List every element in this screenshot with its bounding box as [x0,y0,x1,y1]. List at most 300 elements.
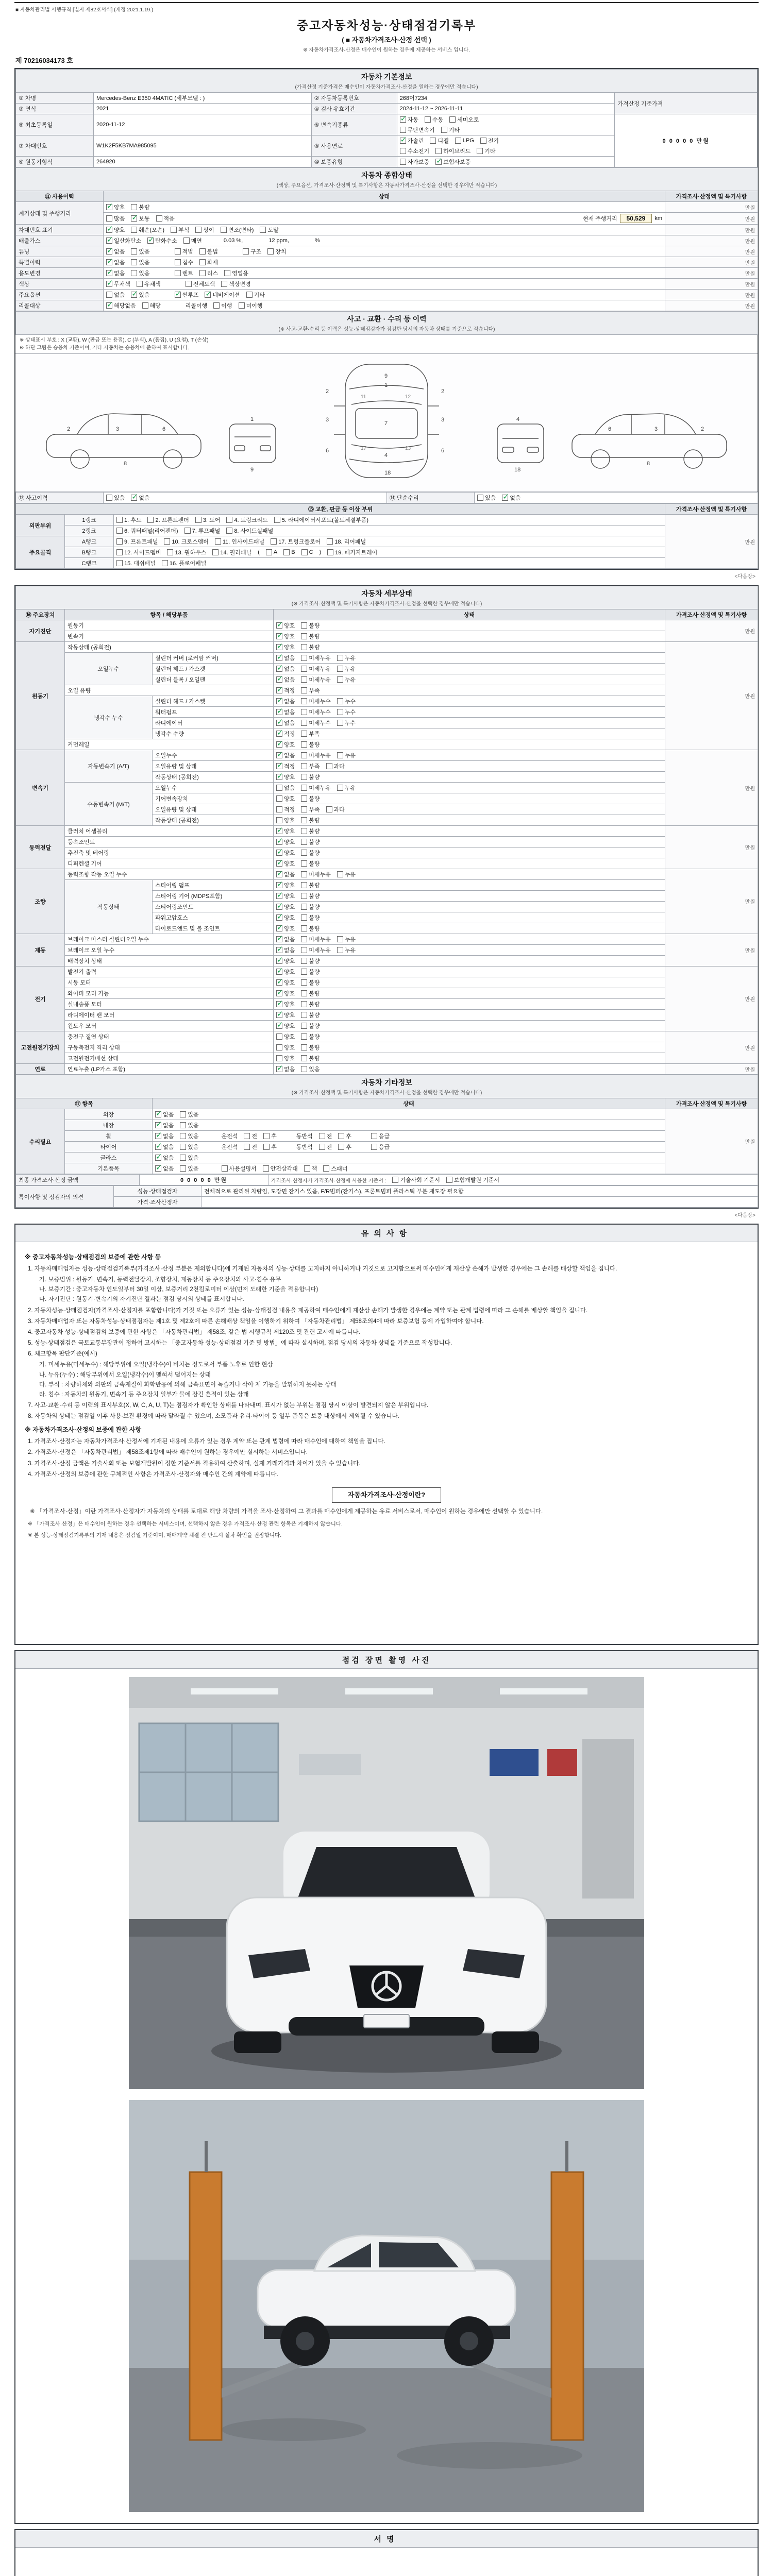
checkbox-option[interactable] [276,1032,295,1041]
etc-info-table [15,1075,758,1174]
checkbox-label: A [273,549,278,555]
detail-status-table [15,586,758,1075]
checkbox-option[interactable] [337,946,356,954]
checkbox-label: 보험사보증 [443,159,471,165]
checkbox-label: 응급 [378,1144,390,1150]
checkbox-option[interactable] [327,548,377,556]
item-cell [65,945,274,956]
checkbox-option[interactable] [147,236,177,245]
checkbox-checked-icon [155,1133,161,1139]
checkbox-option[interactable] [301,892,320,900]
checkbox-option[interactable] [142,301,161,310]
checkbox-option[interactable] [301,675,331,684]
checkbox-icon [222,1165,228,1172]
checkbox-option[interactable] [199,269,218,277]
checkbox-label: 양호 [284,861,295,867]
checkbox-option[interactable] [337,870,356,878]
checkbox-icon [156,215,162,222]
checkbox-option[interactable] [276,827,295,835]
state-cell [274,685,665,696]
text: 작동상태 [97,904,120,910]
checkbox-option[interactable] [260,226,278,234]
checkbox-option[interactable] [400,115,418,124]
checkbox-option[interactable] [400,158,430,166]
checkbox-option[interactable] [430,137,448,145]
checkbox-option[interactable] [276,1000,295,1008]
checkbox-option[interactable] [212,548,251,556]
checkbox-option[interactable] [338,1143,351,1151]
checkbox-option[interactable] [106,301,136,310]
text: 만원 [745,205,755,211]
checkbox-option[interactable] [274,516,368,524]
checkbox-option[interactable] [301,1054,320,1062]
checkbox-option[interactable] [186,280,215,288]
checkbox-option[interactable] [301,730,320,738]
checkbox-option[interactable] [171,226,189,234]
text: ⑬ 사고이력 [19,495,48,501]
checkbox-option[interactable] [276,1054,295,1062]
table-row [16,300,758,311]
checkbox-option[interactable] [276,621,295,630]
checkbox-option[interactable] [301,859,320,868]
checkbox-option[interactable] [276,773,295,781]
checkbox-option[interactable] [131,226,164,234]
checkbox-option[interactable] [337,719,356,727]
checkbox-option[interactable] [276,957,295,965]
checkbox-option[interactable] [301,903,320,911]
checkbox-option[interactable] [116,548,161,556]
checkbox-option[interactable] [276,794,295,803]
table-row [16,1120,758,1131]
checkbox-option[interactable] [301,762,320,770]
checkbox-option[interactable] [276,730,295,738]
checkbox-option[interactable] [243,247,261,256]
checkbox-option[interactable] [283,549,295,555]
checkbox-option[interactable] [155,1143,174,1151]
checkbox-option[interactable] [276,870,295,878]
state-cell [274,815,665,826]
checkbox-option[interactable] [301,654,331,662]
text: 고전원전기배선 상태 [68,1056,119,1062]
table-row [16,1042,758,1053]
row-label [16,268,104,279]
checkbox-label: 있음 [188,1166,199,1172]
item-cell [65,1064,274,1075]
checkbox-option[interactable] [477,494,496,502]
checkbox-option[interactable] [301,989,320,997]
checkbox-option[interactable] [246,291,265,299]
checkbox-option[interactable] [175,291,199,299]
checkbox-option[interactable] [106,236,141,245]
checkbox-option[interactable] [301,881,320,889]
checkbox-option[interactable] [226,516,267,524]
checkbox-option[interactable] [301,870,331,878]
checkbox-option[interactable] [276,849,295,857]
table-row [16,93,758,104]
checkbox-option[interactable] [276,881,295,889]
table-row [16,956,758,967]
checkbox-option[interactable] [155,1121,174,1129]
final-price-table [15,1174,758,1185]
text: 가격조사·산정액 및 특기사항 [676,194,747,200]
checkbox-option[interactable] [276,1022,295,1030]
checkbox-option[interactable] [337,665,356,673]
checkbox-option[interactable] [455,138,474,144]
checkbox-option[interactable] [477,147,495,155]
checkbox-option[interactable] [276,859,295,868]
state-cell [397,135,615,157]
checkbox-option[interactable] [106,226,125,234]
state-cell [274,1053,665,1064]
checkbox-option[interactable] [276,935,295,943]
checkbox-option[interactable] [449,115,479,124]
checkbox-icon [226,517,232,523]
checkbox-label: 일산화탄소 [114,238,142,244]
checkbox-option[interactable] [131,203,149,211]
checkbox-option[interactable] [183,236,202,245]
checkbox-label: 있음 [188,1123,199,1129]
checkbox-icon [301,666,307,672]
text: 현재 주행거리 [582,216,617,222]
checkbox-option[interactable] [276,686,295,694]
checkbox-option[interactable] [175,269,193,277]
table-row [16,1010,758,1021]
checkbox-option[interactable] [276,805,295,814]
checkbox-option[interactable] [276,989,295,997]
checkbox-option[interactable] [131,494,149,502]
price-survey-select-option[interactable]: ( ■ 자동차가격조사·산정 선택 ) [342,36,431,44]
checkbox-label: 썬루프 [182,292,199,298]
checkbox-option[interactable] [301,643,320,651]
checkbox-option[interactable] [276,740,295,749]
checkbox-option[interactable] [175,247,193,256]
checkbox-label: 양호 [284,645,295,651]
notice-subitem: 다. 자기진단 : 원동기·변속기의 자기진단 결과는 점검 당시의 상태를 표시합니다. [39,1296,244,1303]
checkbox-option[interactable] [162,559,206,567]
text: 오일누수 [155,753,177,759]
checkbox-label: 리스 [207,270,219,277]
checkbox-option[interactable] [301,827,320,835]
checkbox-option[interactable] [116,516,141,524]
text: 자동변속기 (A/T) [88,764,129,770]
item-cell [153,728,274,739]
text: 추진축 및 베어링 [68,850,109,856]
next-page-marker: <다음장> [734,574,755,580]
checkbox-option[interactable] [106,203,125,211]
checkbox-option[interactable] [301,805,320,814]
checkbox-option[interactable] [301,849,320,857]
checkbox-option[interactable] [337,675,356,684]
checkbox-option[interactable] [276,697,295,705]
checkbox-option[interactable] [213,301,232,310]
item-cell [65,1031,274,1042]
checkbox-option[interactable] [301,751,331,759]
checkbox-option[interactable] [301,1011,320,1019]
checkbox-option[interactable] [400,137,424,145]
state-cell [475,493,758,503]
checkbox-option[interactable] [392,1176,440,1184]
checkbox-option[interactable] [131,258,149,266]
checkbox-option[interactable] [301,740,320,749]
checkbox-option[interactable] [116,537,158,546]
checkbox-option[interactable] [276,784,295,792]
checkbox-label: 있음 [139,260,150,266]
checkbox-option[interactable] [180,1110,198,1118]
checkbox-option[interactable] [276,751,295,759]
photo-vehicle-on-lift [129,2100,644,2515]
checkbox-option[interactable] [276,643,295,651]
checkbox-option[interactable] [167,548,206,556]
checkbox-option[interactable] [276,838,295,846]
checkbox-option[interactable] [263,1164,298,1173]
checkbox-option[interactable] [155,1132,174,1140]
checkbox-option[interactable] [180,1132,198,1140]
checkbox-option[interactable] [155,1164,174,1173]
checkbox-option[interactable] [371,1132,390,1140]
notice-body [15,1242,758,1644]
checkbox-option[interactable] [301,946,331,954]
checkbox-option[interactable] [226,527,273,535]
checkbox-icon [175,248,181,255]
checkbox-option[interactable] [301,935,331,943]
checkbox-option[interactable] [301,686,320,694]
checkbox-option[interactable] [301,968,320,976]
checkbox-option[interactable] [276,946,295,954]
checkbox-option[interactable] [323,1164,347,1173]
checkbox-option[interactable] [276,903,295,911]
checkbox-option[interactable] [301,838,320,846]
checkbox-option[interactable] [221,226,254,234]
text: 운전석 [221,1133,238,1140]
item-cell [65,1010,274,1021]
checkbox-option[interactable] [304,1164,317,1173]
checkbox-option[interactable] [301,1000,320,1008]
checkbox-option[interactable] [301,719,331,727]
checkbox-label: 후 [346,1144,351,1150]
checkbox-label: 양호 [114,205,125,211]
price-survey-definition-title: 자동차가격조사·산정이란? [332,1487,441,1503]
column-header [665,1098,758,1109]
checkbox-option[interactable] [276,816,295,824]
checkbox-option[interactable] [337,784,356,792]
checkbox-option[interactable] [263,1132,277,1140]
checkbox-option[interactable] [276,665,295,673]
checkbox-option[interactable] [338,1132,351,1140]
text: 항목 / 해당부품 [150,612,188,618]
checkbox-label: 누유 [344,785,356,791]
checkbox-option[interactable] [502,494,520,502]
checkbox-option[interactable] [301,1043,320,1052]
checkbox-option[interactable] [276,708,295,716]
checkbox-option[interactable] [441,126,460,134]
checkbox-option[interactable] [337,697,356,705]
checkbox-option[interactable] [276,654,295,662]
text: 만원 [745,228,755,234]
checkbox-option[interactable] [184,527,221,535]
checkbox-option[interactable] [337,935,356,943]
checkbox-option[interactable] [301,794,320,803]
checkbox-option[interactable] [195,516,220,524]
checkbox-option[interactable] [276,892,295,900]
checkbox-option[interactable] [131,269,149,277]
checkbox-option[interactable] [239,301,263,310]
checkbox-label: 불량 [309,828,320,835]
sub-label [65,1120,153,1131]
checkbox-option[interactable] [106,258,125,266]
item-cell [153,718,274,728]
checkbox-option[interactable] [301,913,320,922]
checkbox-option[interactable] [180,1121,198,1129]
row-label [16,493,104,503]
checkbox-option[interactable] [425,115,443,124]
checkbox-option[interactable] [301,665,331,673]
accident-history-table [15,492,758,503]
svg-text:4: 4 [384,452,388,459]
checkbox-checked-icon [400,116,406,123]
checkbox-option[interactable] [326,805,345,814]
text: 스티어링 펌프 [155,883,190,889]
checkbox-option[interactable] [435,147,470,155]
checkbox-option[interactable] [337,708,356,716]
checkbox-option[interactable] [215,537,264,546]
checkbox-option[interactable] [116,559,156,567]
checkbox-option[interactable] [301,1032,320,1041]
checkbox-icon [425,116,431,123]
checkbox-option[interactable] [435,158,470,166]
state-cell [274,869,665,880]
checkbox-option[interactable] [276,913,295,922]
checkbox-option[interactable] [276,762,295,770]
checkbox-option[interactable] [244,1132,257,1140]
checkbox-option[interactable] [131,291,149,299]
checkbox-option[interactable] [180,1143,198,1151]
checkbox-option[interactable] [301,816,320,824]
checkbox-option[interactable] [267,247,286,256]
price-cell [665,620,758,642]
checkbox-icon [301,655,307,661]
checkbox-option[interactable] [244,1143,257,1151]
checkbox-option[interactable] [106,291,125,299]
checkbox-option[interactable] [301,924,320,933]
checkbox-icon [337,698,343,704]
checkbox-option[interactable] [276,719,295,727]
checkbox-option[interactable] [301,1065,320,1073]
svg-text:6: 6 [608,426,612,432]
checkbox-option[interactable] [327,537,366,546]
checkbox-option[interactable] [106,280,130,288]
checkbox-option[interactable] [276,978,295,987]
checkbox-option[interactable] [301,773,320,781]
checkbox-option[interactable] [319,1143,332,1151]
checkbox-option[interactable] [106,214,125,223]
checkbox-option[interactable] [301,957,320,965]
checkbox-option[interactable] [224,269,248,277]
spacer [156,251,169,252]
checkbox-option[interactable] [266,549,277,555]
checkbox-option[interactable] [155,1110,174,1118]
checkbox-option[interactable] [199,258,218,266]
checkbox-icon [199,270,206,276]
checkbox-option[interactable] [195,226,214,234]
checkbox-option[interactable] [131,214,149,223]
checkbox-option[interactable] [301,621,320,630]
checkbox-option[interactable] [175,258,193,266]
checkbox-option[interactable] [371,1143,390,1151]
checkbox-option[interactable] [276,924,295,933]
checkbox-option[interactable] [276,1011,295,1019]
checkbox-option[interactable] [301,708,331,716]
row-label [16,114,94,135]
checkbox-option[interactable] [106,269,125,277]
checkbox-option[interactable] [271,537,321,546]
checkbox-option[interactable] [301,549,313,555]
checkbox-option[interactable] [337,751,356,759]
row-label [16,246,104,257]
checkbox-label: 불량 [309,634,320,640]
checkbox-option[interactable] [147,516,189,524]
checkbox-icon [371,1144,377,1150]
checkbox-option[interactable] [400,126,435,134]
checkbox-option[interactable] [301,978,320,987]
checkbox-checked-icon [276,633,282,639]
checkbox-option[interactable] [116,527,178,535]
checkbox-option[interactable] [446,1176,499,1184]
checkbox-icon [137,281,143,287]
checkbox-option[interactable] [164,537,208,546]
checkbox-option[interactable] [337,654,356,662]
checkbox-option[interactable] [480,137,499,145]
text: 스티어링 기어 (MDPS포함) [155,893,223,900]
checkbox-option[interactable] [180,1154,198,1162]
checkbox-option[interactable] [221,280,251,288]
checkbox-option[interactable] [301,697,331,705]
text: 수동변속기 (M/T) [87,801,130,808]
checkbox-option[interactable] [276,968,295,976]
checkbox-icon [301,979,307,986]
checkbox-option[interactable] [155,1154,174,1162]
checkbox-option[interactable] [180,1164,198,1173]
checkbox-option[interactable] [276,675,295,684]
notice-footnote: ※ 「가격조사·산정」은 매수인이 원하는 경우 선택하는 서비스이며, 선택하지 않은 경우 가격조사·산정 관련 항목은 기재하지 않습니다. [28,1520,343,1527]
checkbox-option[interactable] [205,291,240,299]
state-cell [104,493,387,503]
checkbox-option[interactable] [131,247,149,256]
checkbox-option[interactable] [400,147,430,155]
checkbox-option[interactable] [263,1143,277,1151]
checkbox-option[interactable] [319,1132,332,1140]
checkbox-option[interactable] [301,632,320,640]
item-cell [397,93,615,104]
checkbox-icon [180,1111,186,1117]
checkbox-option[interactable] [156,214,175,223]
checkbox-option[interactable] [222,1164,257,1173]
checkbox-option[interactable] [276,632,295,640]
sub-label [65,783,153,826]
checkbox-option[interactable] [276,1043,295,1052]
checkbox-icon [301,741,307,748]
checkbox-option[interactable] [301,784,331,792]
state-cell [397,157,615,167]
checkbox-option[interactable] [137,280,161,288]
checkbox-label: 양호 [114,227,125,233]
checkbox-option[interactable] [276,1065,295,1073]
checkbox-option[interactable] [106,247,125,256]
checkbox-option[interactable] [106,494,125,502]
checkbox-option[interactable] [301,1022,320,1030]
checkbox-option[interactable] [199,247,218,256]
table-row [16,1109,758,1120]
checkbox-option[interactable] [326,762,345,770]
